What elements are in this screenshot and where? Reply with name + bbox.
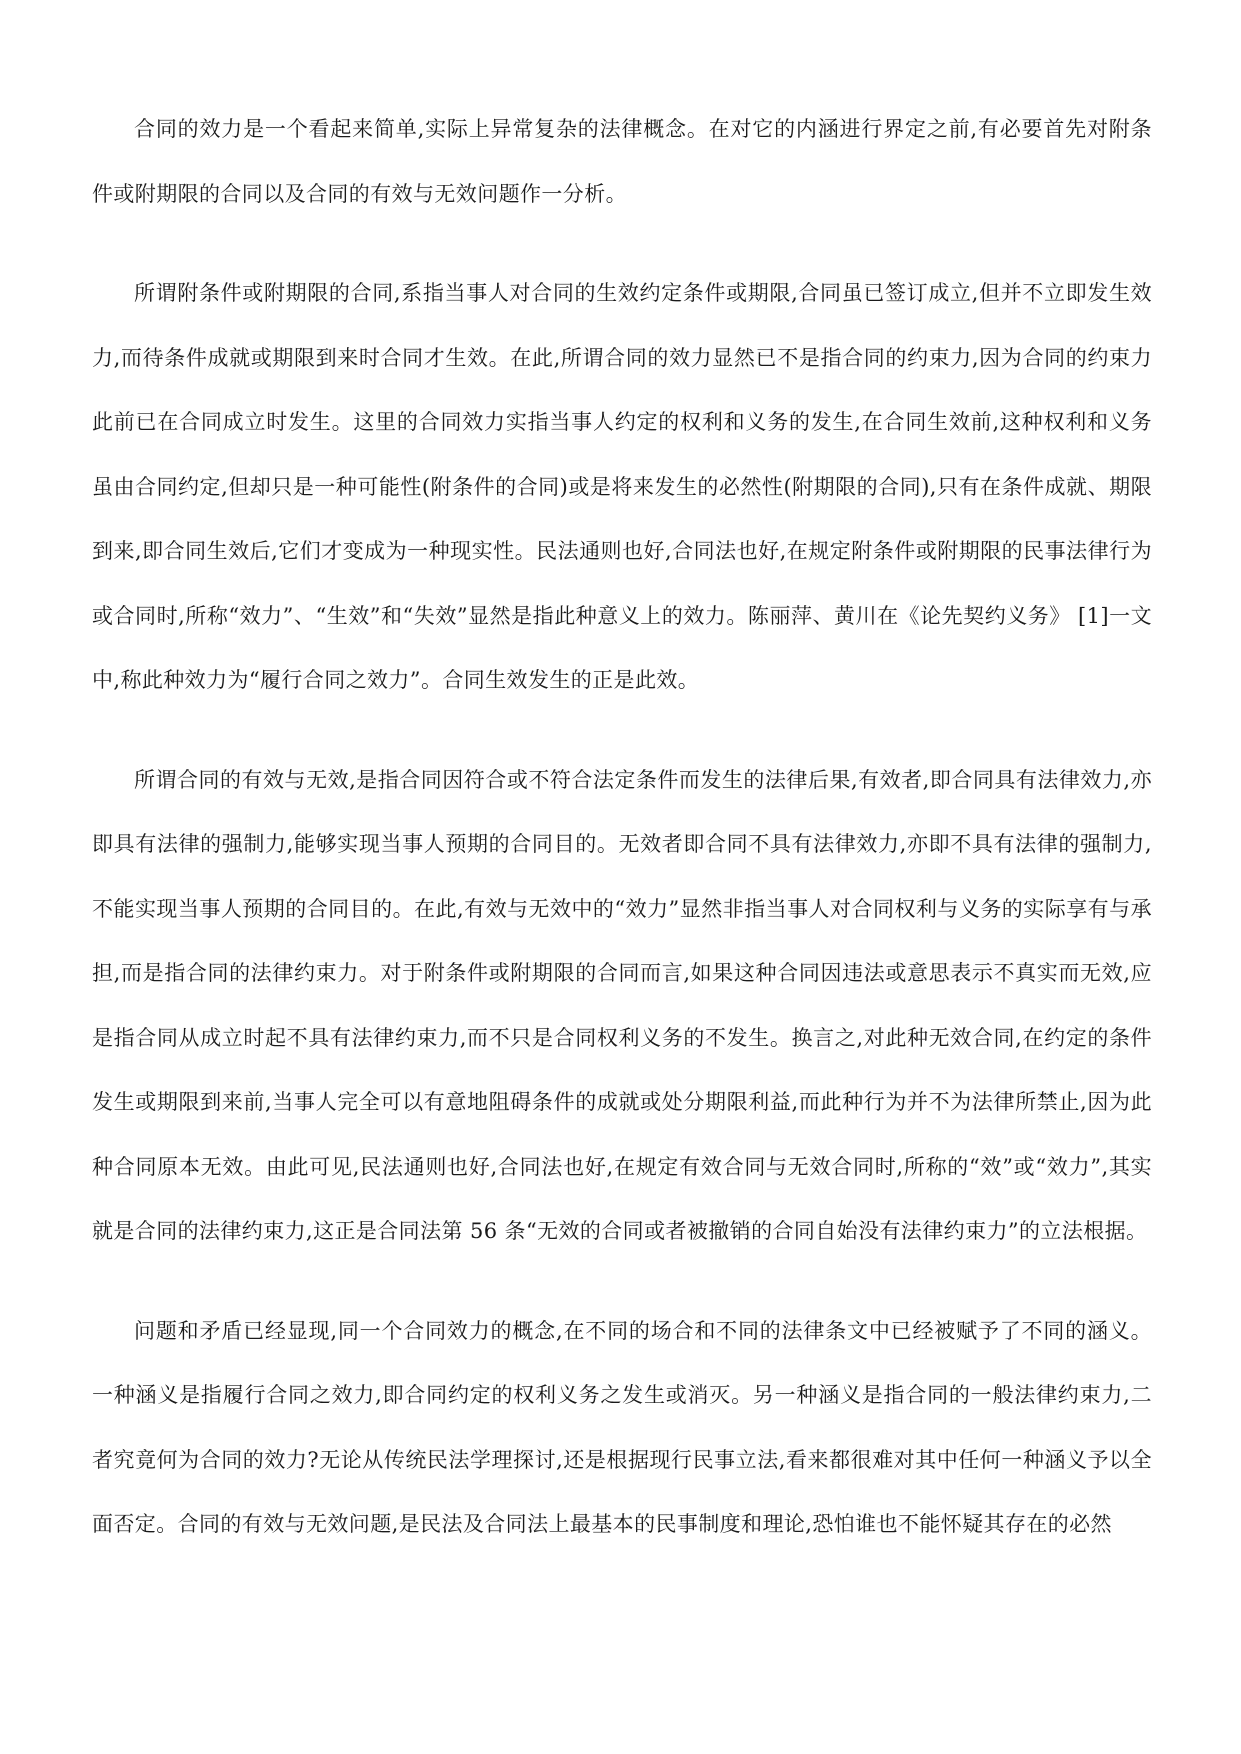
paragraph-3: 所谓合同的有效与无效,是指合同因符合或不符合法定条件而发生的法律后果,有效者,即合同具有法律效力,亦即具有法律的强制力,能够实现当事人预期的合同目的。无效者即合同不具有法律效力,亦即不具有法律的强制力,不能实现当事人预期的合同目的。在此,有效与无效中的“效力”显然非指当事人对合同权利与义务的实际享有与承担,而是指合同的法律约束力。对于附条件或附期限的合同而言,如果这种合同因违法或意思表示不真实而无效,应是指合同从成立时起不具有法律约束力,而不只是合同权利义务的不发生。换言之,对此种无效合同,在约定的条件发生或期限到来前,当事人完全可以有意地阻碍条件的成就或处分期限利益,而此种行为并不为法律所禁止,因为此种合同原本无效。由此可见,民法通则也好,合同法也好,在规定有效合同与无效合同时,所称的“效”或“效力”,其实就是合同的法律约束力,这正是合同法第 56 条“无效的合同或者被撤销的合同自始没有法律约束力”的立法根据。 <box>92 767 1152 1243</box>
paragraph-4: 问题和矛盾已经显现,同一个合同效力的概念,在不同的场合和不同的法律条文中已经被赋予了不同的涵义。一种涵义是指履行合同之效力,即合同约定的权利义务之发生或消灭。另一种涵义是指合同的一般法律约束力,二者究竟何为合同的效力?无论从传统民法学理探讨,还是根据现行民事立法,看来都很难对其中任何一种涵义予以全面否定。合同的有效与无效问题,是民法及合同法上最基本的民事制度和理论,恐怕谁也不能怀疑其存在的必然 <box>92 1318 1152 1536</box>
paragraph-2: 所谓附条件或附期限的合同,系指当事人对合同的生效约定条件或期限,合同虽已签订成立,但并不立即发生效力,而待条件成就或期限到来时合同才生效。在此,所谓合同的效力显然已不是指合同的约束力,因为合同的约束力此前已在合同成立时发生。这里的合同效力实指当事人约定的权利和义务的发生,在合同生效前,这种权利和义务虽由合同约定,但却只是一种可能性(附条件的合同)或是将来发生的必然性(附期限的合同),只有在条件成就、期限到来,即合同生效后,它们才变成为一种现实性。民法通则也好,合同法也好,在规定附条件或附期限的民事法律行为或合同时,所称“效力”、“生效”和“失效”显然是指此种意义上的效力。陈丽萍、黄川在《论先契约义务》 [1]一文中,称此种效力为“履行合同之效力”。合同生效发生的正是此效。 <box>92 281 1152 692</box>
document-body <box>92 97 1152 1557</box>
paragraph-1: 合同的效力是一个看起来简单,实际上异常复杂的法律概念。在对它的内涵进行界定之前,有必要首先对附条件或附期限的合同以及合同的有效与无效问题作一分析。 <box>92 117 1152 206</box>
